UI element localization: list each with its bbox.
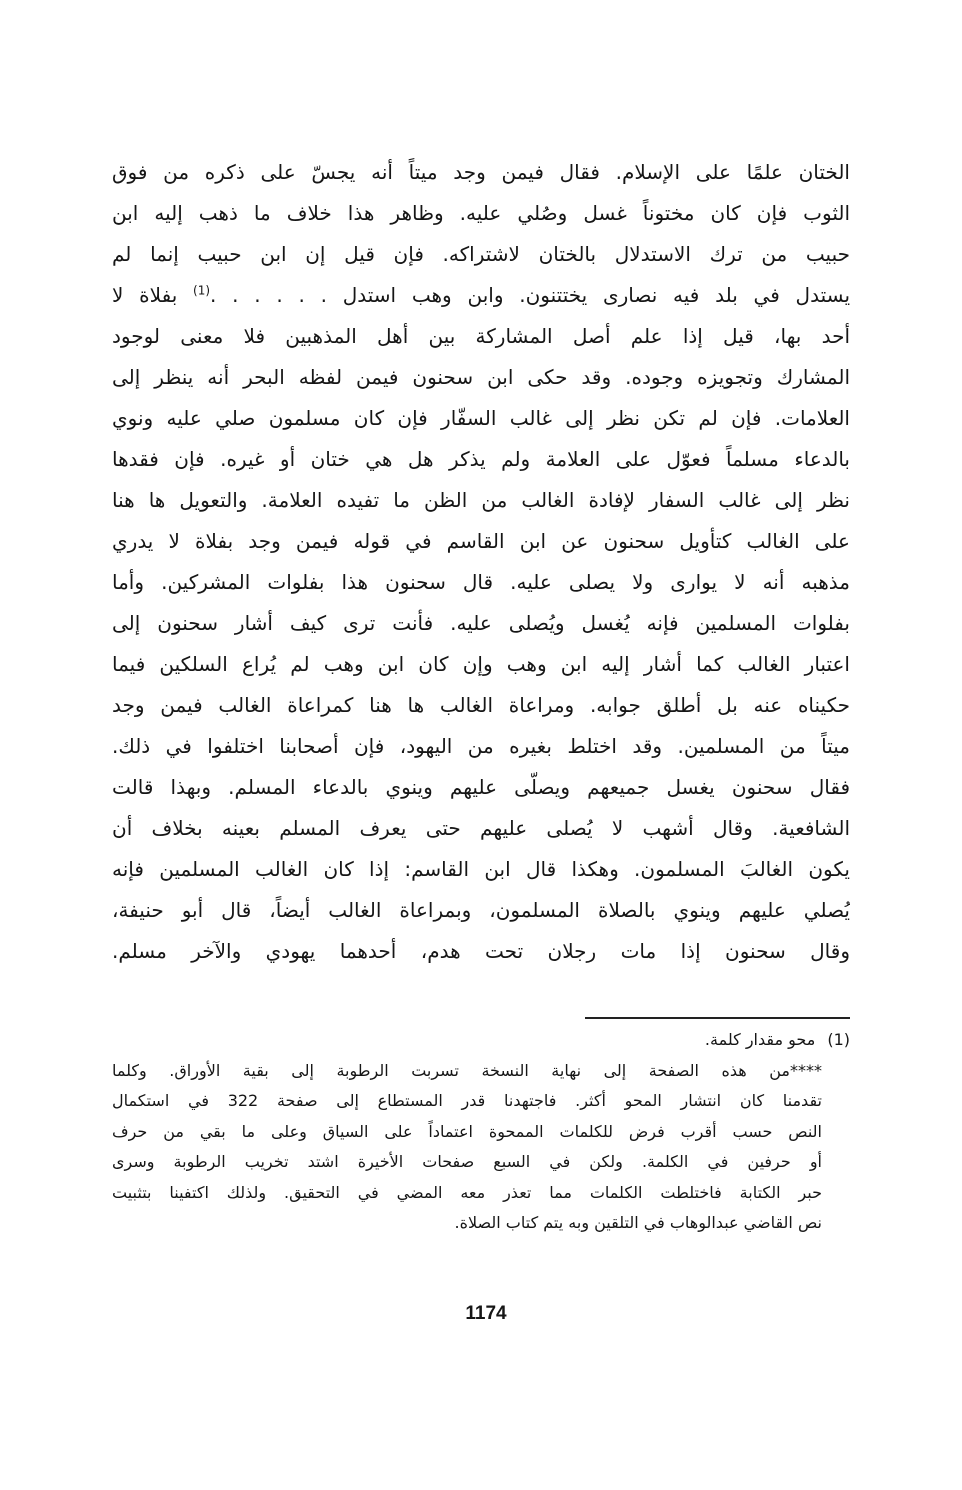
footnote-note-line: تقدمنا كان انتشار المحو أكثر. فاجتهدنا قدر المستطاع إلى صفحة 322 في استكمال — [112, 1091, 823, 1110]
footnote-text: محو مقدار كلمة. — [704, 1030, 816, 1049]
body-line: يُصلي عليهم وينوي بالصلاة المسلمون، وبمراعاة الغالب أيضاً، قال أبو حنيفة، — [112, 898, 850, 922]
body-line: بفلوات المسلمين فإنه يُغسل ويُصلى عليه. فأنت ترى كيف أشار سحنون إلى — [112, 611, 850, 635]
footnote-note-line: أو حرفين في الكلمة. ولكن في السبع صفحات الأخيرة اشتد تخريب الرطوبة وسرى — [112, 1152, 822, 1171]
body-line: الختان علمًا على الإسلام. فقال فيمن وجد ميتاً أنه يجسّ على ذكره من فوق — [112, 160, 850, 184]
body-line: يكون الغالبَ المسلمون. وهكذا قال ابن القاسم: إذا كان الغالب المسلمين فإنه — [112, 857, 850, 881]
body-line-with-footnote-ref — [112, 275, 850, 316]
footnote-note-line: النص حسب أقرب فرض للكلمات الممحوة اعتماداً على السياق وعلى ما بقي من حرف — [112, 1121, 822, 1141]
body-line-text: يستدل في بلد فيه نصارى يختتنون. وابن وهب استدل . . . . . . — [210, 283, 850, 307]
footnote-number: (1) — [827, 1030, 850, 1049]
body-line: على الغالب كتأويل سحنون عن ابن القاسم في قوله فيمن وجد بفلاة لا يدري — [112, 529, 850, 553]
body-line: وقال سحنون إذا مات رجلان تحت هدم، أحدهما يهودي والآخر مسلم. — [112, 939, 850, 963]
body-line: فقال سحنون يغسل جميعهم ويصلّى عليهم وينوي بالدعاء المسلم. وبهذا قالت — [112, 775, 850, 799]
page-number: 1174 — [465, 1303, 507, 1324]
footnote-note-line: حبر الكتابة فاختلطت الكلمات مما تعذر معه المضي في التحقيق. ولذلك اكتفينا بتثبيت — [112, 1182, 822, 1202]
body-line: المشارك وتجويزه وجوده. وقد حكى ابن سحنون فيمن لفظه البحر أنه ينظر إلى — [112, 365, 850, 389]
body-line: ميتاً من المسلمين. وقد اختلط بغيره من اليهود، فإن أصحابنا اختلفوا في ذلك. — [112, 734, 850, 758]
body-line: بالدعاء مسلماً فعوّل على العلامة ولم يذكر هل هي ختان أو غيره. فإن فقدها — [112, 447, 850, 471]
main-body-text — [112, 152, 850, 972]
body-line: العلامات. فإن لم تكن نظر إلى غالب السفّار فإن كان مسلمون صلي عليه ونوي — [112, 406, 850, 430]
body-line: الثوب فإن كان مختوناً غسل وصُلي عليه. وظاهر هذا خلاف ما ذهب إليه ابن — [112, 201, 850, 225]
body-line: حبيب من ترك الاستدلال بالختان لاشتراكه. فإن قيل إن ابن حبيب إنما لم — [112, 242, 850, 266]
body-line: مذهبه أنه لا يوارى ولا يصلى عليه. قال سحنون هذا بفلوات المشركين. وأما — [112, 570, 850, 594]
body-line-tail: بفلاة لا — [112, 283, 178, 307]
footnote-reference: (1) — [193, 283, 211, 298]
footnote-note-line: نص القاضي عبدالوهاب في التلقين وبه يتم كتاب الصلاة. — [454, 1213, 822, 1232]
footnote-1 — [112, 1025, 850, 1056]
body-line: الشافعية. وقال أشهب لا يُصلى عليهم حتى يعرف المسلم بعينه بخلاف أن — [112, 816, 850, 840]
footnote-note-line: ****من هذه الصفحة إلى نهاية النسخة تسربت الرطوبة إلى بقية الأوراق. وكلما — [112, 1060, 822, 1080]
body-line: اعتبار الغالب كما أشار إليه ابن وهب وإن كان ابن وهب لم يُراع السلكين فيما — [112, 652, 850, 676]
body-line: نظر إلى غالب السفار لإفادة الغالب من الظن ما تفيده العلامة. والتعويل ها هنا — [112, 488, 850, 512]
footnotes — [112, 1025, 850, 1239]
body-line: أحد بها، قيل إذا علم أصل المشاركة بين أهل المذهبين فلا معنى لوجود — [112, 324, 850, 348]
footnote-separator — [585, 1017, 850, 1019]
body-line: حكيناه عنه بل أطلق جوابه. ومراعاة الغالب ها هنا كمراعاة الغالب فيمن وجد — [112, 693, 850, 717]
